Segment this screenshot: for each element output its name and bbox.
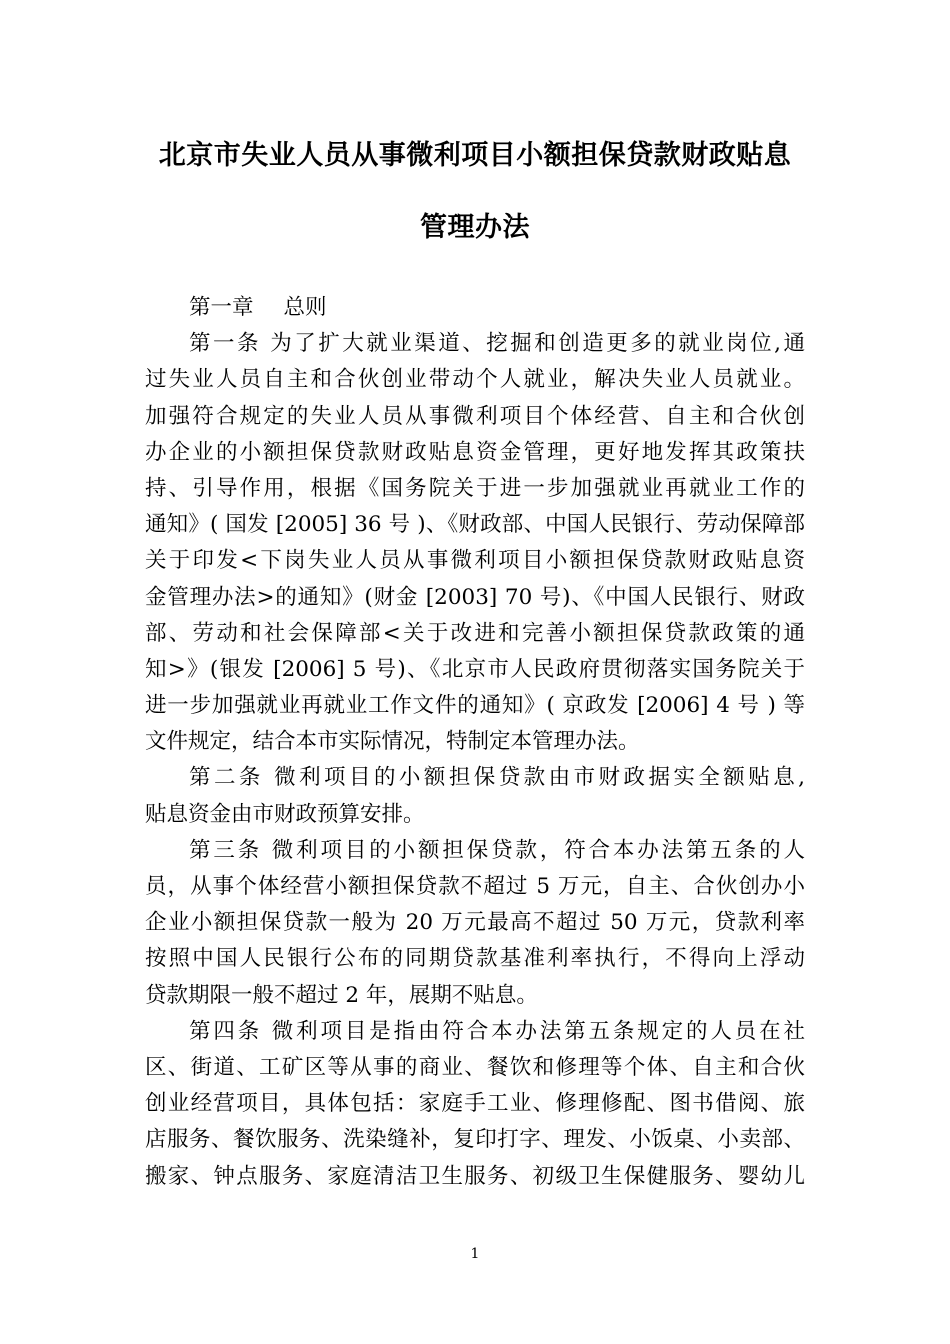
- chapter-number: 第一章: [189, 295, 254, 320]
- article-1-line: 部、劳动和社会保障部<关于改进和完善小额担保贷款政策的通: [145, 620, 805, 646]
- article-3-line: 企业小额担保贷款一般为 20 万元最高不超过 50 万元，贷款利率: [145, 910, 805, 936]
- article-1-line: 知>》(银发 [2006] 5 号)、《北京市人民政府贯彻落实国务院关于: [145, 656, 805, 682]
- document-title-line-1: 北京市失业人员从事微利项目小额担保贷款财政贴息: [158, 140, 792, 171]
- article-1-line: 进一步加强就业再就业工作文件的通知》( 京政发 [2006] 4 号 ) 等: [145, 693, 805, 719]
- article-3-line: 第三条 微利项目的小额担保贷款，符合本办法第五条的人: [189, 837, 805, 863]
- chapter-name: 总则: [283, 295, 327, 320]
- article-4-line: 区、街道、工矿区等从事的商业、餐饮和修理等个体、自主和合伙: [145, 1054, 805, 1080]
- article-1-line: 办企业的小额担保贷款财政贴息资金管理，更好地发挥其政策扶: [145, 439, 805, 465]
- article-2-line: 第二条 微利项目的小额担保贷款由市财政据实全额贴息,: [189, 765, 805, 791]
- article-3-line: 按照中国人民银行公布的同期贷款基准利率执行，不得向上浮动: [145, 946, 805, 972]
- article-1-line: 过失业人员自主和合伙创业带动个人就业，解决失业人员就业。: [145, 367, 805, 393]
- article-4-line: 创业经营项目，具体包括：家庭手工业、修理修配、图书借阅、旅: [145, 1091, 805, 1117]
- article-4-line: 第四条 微利项目是指由符合本办法第五条规定的人员在社: [189, 1018, 805, 1044]
- article-1-line: 加强符合规定的失业人员从事微利项目个体经营、自主和合伙创: [145, 403, 805, 429]
- article-4-line: 店服务、餐饮服务、洗染缝补，复印打字、理发、小饭桌、小卖部、: [145, 1127, 805, 1153]
- page-number: 1: [470, 1246, 480, 1262]
- chapter-heading: [145, 290, 805, 326]
- article-4-line: 搬家、钟点服务、家庭清洁卫生服务、初级卫生保健服务、婴幼儿: [145, 1163, 805, 1189]
- article-3-line: 贷款期限一般不超过 2 年，展期不贴息。: [145, 982, 538, 1008]
- document-title-line-2: 管理办法: [420, 212, 530, 243]
- article-1-line: 关于印发<下岗失业人员从事微利项目小额担保贷款财政贴息资: [145, 548, 805, 574]
- article-1-line: 通知》( 国发 [2005] 36 号 )、《财政部、中国人民银行、劳动保障部: [145, 512, 805, 538]
- article-1-line: 金管理办法>的通知》(财金 [2003] 70 号)、《中国人民银行、财政: [145, 584, 805, 610]
- article-1-line: 持、引导作用，根据《国务院关于进一步加强就业再就业工作的: [145, 475, 805, 501]
- article-3-line: 员，从事个体经营小额担保贷款不超过 5 万元，自主、合伙创办小: [145, 874, 805, 899]
- document-body: [145, 290, 805, 1195]
- article-2-line: 贴息资金由市财政预算安排。: [145, 801, 425, 827]
- article-1-line: 第一条 为了扩大就业渠道、挖掘和创造更多的就业岗位,通: [189, 331, 805, 357]
- article-1-line: 文件规定，结合本市实际情况，特制定本管理办法。: [145, 729, 640, 755]
